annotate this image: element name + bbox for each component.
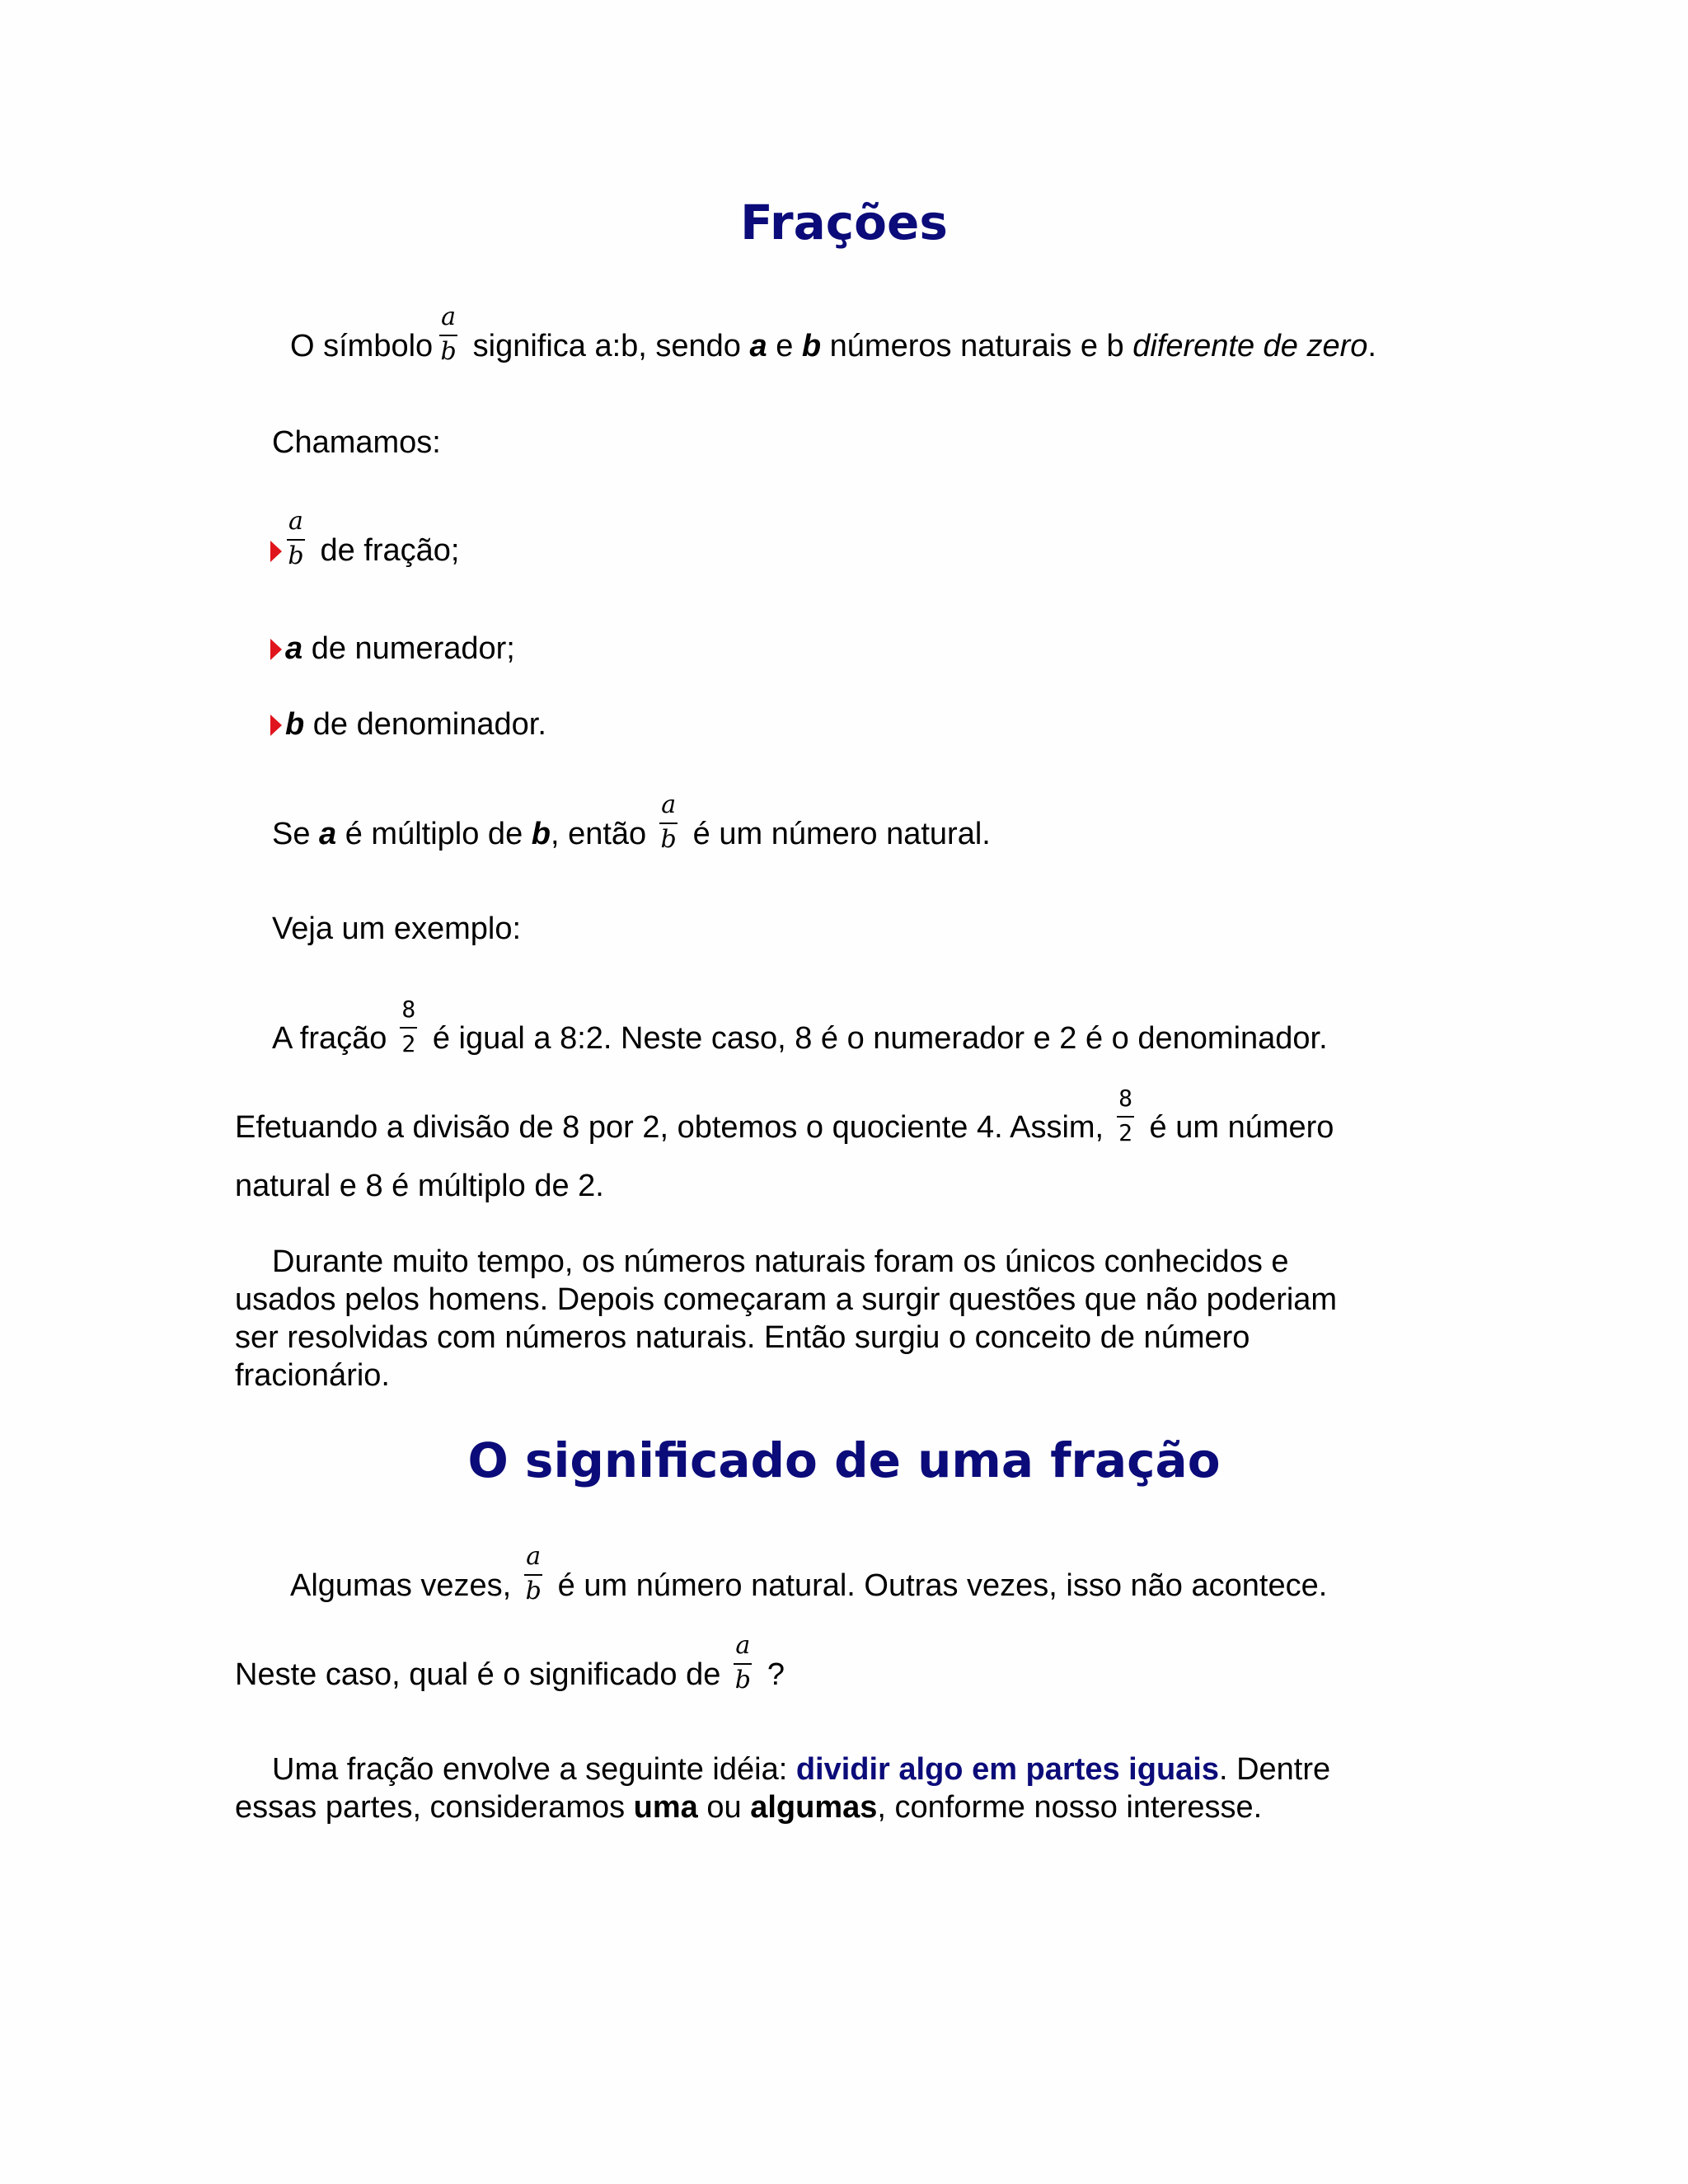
algumas-statement xyxy=(290,1544,1327,1605)
bullet-item-fracao xyxy=(270,509,459,569)
numerator: a xyxy=(734,1633,752,1665)
numerator: a xyxy=(524,1544,542,1576)
fraction-a-over-b xyxy=(524,1544,542,1604)
text: . Dentre xyxy=(1218,1752,1331,1787)
text: de denominador. xyxy=(304,707,546,742)
text: Uma fração envolve a seguinte idéia: xyxy=(272,1752,796,1787)
text: números naturais e b xyxy=(821,329,1133,363)
veja-text: Veja um exemplo: xyxy=(272,912,522,946)
red-arrow-icon xyxy=(270,541,282,562)
numerator: a xyxy=(287,509,305,541)
uma-fracao-line-1 xyxy=(272,1750,1330,1788)
var-b: b xyxy=(801,329,822,363)
text: A fração xyxy=(272,1021,387,1056)
var-a: a xyxy=(285,631,303,666)
fraction-a-over-b xyxy=(287,509,305,569)
denominator: b xyxy=(660,825,677,854)
example-statement xyxy=(272,997,1328,1057)
text: é um número natural. Outras vezes, isso não acontece. xyxy=(549,1568,1328,1603)
numerator: a xyxy=(439,305,457,336)
denominator: b xyxy=(734,1666,751,1694)
text: ? xyxy=(758,1657,785,1692)
text: Efetuando a divisão de 8 por 2, obtemos o quociente 4. Assim, xyxy=(235,1110,1104,1145)
fraction-a-over-b xyxy=(659,790,678,854)
symbol-definition xyxy=(290,302,1376,366)
section-title: O significado de uma fração xyxy=(467,1432,1221,1488)
denominator: b xyxy=(440,337,457,366)
text: Algumas vezes, xyxy=(290,1568,512,1603)
durante-line-3: ser resolvidas com números naturais. Então surgiu o conceito de número xyxy=(235,1320,1250,1355)
var-b: b xyxy=(531,817,551,851)
bold-algumas: algumas xyxy=(750,1790,878,1825)
bullet-item-denominador xyxy=(270,705,546,743)
var-a: a xyxy=(319,817,337,851)
text: é múltiplo de xyxy=(336,817,532,851)
fraction-8-over-2 xyxy=(400,997,417,1057)
efetuando-line-1 xyxy=(235,1086,1334,1146)
text: é um número xyxy=(1140,1110,1334,1145)
denominator: b xyxy=(525,1577,542,1605)
text: de fração; xyxy=(311,533,460,568)
bold-uma: uma xyxy=(633,1790,698,1825)
text: Neste caso, qual é o significado de xyxy=(235,1657,721,1692)
durante-line-2: usados pelos homens. Depois começaram a surgir questões que não poderiam xyxy=(235,1282,1338,1317)
text: é um número natural. xyxy=(684,817,991,851)
durante-line-4: fracionário. xyxy=(235,1358,390,1393)
numerator: 8 xyxy=(1117,1086,1134,1118)
text: significa a:b, sendo xyxy=(464,329,750,363)
numerator: 8 xyxy=(400,997,417,1029)
text: . xyxy=(1367,329,1376,363)
page-title: Frações xyxy=(740,194,948,251)
text: , então xyxy=(550,817,647,851)
numerator: a xyxy=(659,793,678,824)
text: , conforme nosso interesse. xyxy=(877,1790,1263,1825)
uma-fracao-line-2 xyxy=(235,1788,1262,1826)
text: e xyxy=(767,329,802,363)
denominator: 2 xyxy=(401,1030,416,1057)
var-b: b xyxy=(285,707,305,742)
text: essas partes, consideramos xyxy=(235,1790,634,1825)
multiplo-statement xyxy=(272,790,991,854)
red-arrow-icon xyxy=(270,715,282,736)
var-a: a xyxy=(749,329,767,363)
text: ou xyxy=(697,1790,751,1825)
text: é igual a 8:2. Neste caso, 8 é o numerador e 2 é o denominador. xyxy=(424,1021,1328,1056)
chamamos-text: Chamamos: xyxy=(272,425,441,460)
text: O símbolo xyxy=(290,329,434,363)
diferente-de-zero: diferente de zero xyxy=(1132,329,1368,363)
denominator: 2 xyxy=(1118,1119,1132,1146)
fraction-8-over-2 xyxy=(1117,1086,1134,1146)
durante-line-1: Durante muito tempo, os números naturais foram os únicos conhecidos e xyxy=(272,1244,1289,1279)
red-arrow-icon xyxy=(270,639,282,660)
text: de numerador; xyxy=(302,631,515,666)
highlight-phrase: dividir algo em partes iguais xyxy=(795,1752,1219,1787)
efetuando-line-2: natural e 8 é múltiplo de 2. xyxy=(235,1169,604,1203)
text: Se xyxy=(272,817,320,851)
denominator: b xyxy=(288,541,304,570)
fraction-a-over-b xyxy=(734,1633,752,1693)
fraction-a-over-b xyxy=(439,302,457,366)
bullet-item-numerador xyxy=(270,630,515,668)
neste-caso-question xyxy=(235,1633,785,1694)
